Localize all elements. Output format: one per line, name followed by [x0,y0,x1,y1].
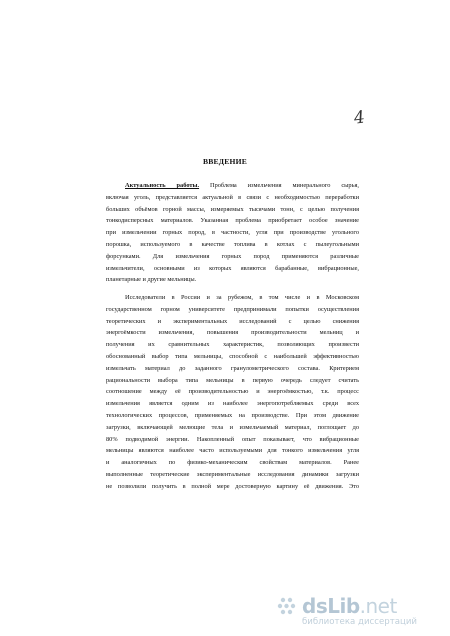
paragraph-relevance [106,180,359,286]
text-line: измельчения является одним из наиболее энергопотребляемых среди всех [106,400,359,408]
text-line: порошка, используемого в качестве топлива в котлах с пылеугольными [106,240,359,248]
text-line: государственном горном университете предпринимали попытки осуществления [106,305,359,313]
dslib-watermark [272,594,444,632]
text-line: планетарные и другие мельницы. [106,276,197,284]
text-line: получения их сравнительных характеристик, позволяющих произвести [106,341,359,349]
text-line: энергоёмкости измельчения, повышения производительности мельниц и [106,329,359,337]
text-line: теоретических и экспериментальных исследований с целью снижения [106,317,359,325]
text-line: измельчители, основными из которых являются барабанные, вибрационные, [106,264,359,272]
watermark-tagline: библиотека диссертаций [302,617,418,627]
dslib-logo-icon [274,594,300,620]
text-line: выполненные теоретические экспериментальные исследования динамики загрузки [106,470,359,478]
text-line: мельницы являются наиболее часто используемыми для тонкого измельчения угля [106,447,359,455]
text-line: при измельчении горных пород, в частности, угля при производстве угольного [106,229,359,237]
text-line: Актуальность работы. Проблема измельчения минерального сырья, [125,182,359,189]
text-line: соотношение между её производительностью и энергоёмкостью, т.к. процесс [106,388,359,396]
text-line: технологических процессов, применяемых на производстве. При этом движение [106,411,359,419]
text-line: рациональности выбора типа мельницы в первую очередь следует считать [106,376,359,384]
text-line: загрузки, включающей мелющие тела и измельчаемый материал, поглощает до [106,423,359,431]
watermark-brand: dsLib.net [302,594,397,618]
text-line: включая уголь, представляется актуальной в связи с необходимостью переработки [106,193,359,201]
page-number: 4 [352,107,367,129]
text-line: не позволили получить в полной мере достоверную картину её движения. Это [106,482,359,490]
paragraph-research [106,292,359,493]
text-line: обоснованный выбор типа мельницы, способной с наибольшей эффективностью [106,352,359,360]
text-line: больших объёмов горной массы, измеряемых тысячами тонн, с целью получения [106,205,359,213]
text-line: Исследователи в России и за рубежом, в том числе и в Московском [125,294,359,301]
text-line: тонкодисперсных материалов. Указанная проблема приобретает особое значение [106,217,359,225]
text-line: и аналогичных по физико-механическим свойствам материалов. Ранее [106,459,359,467]
text-line: 80% подводимой энергии. Накопленный опыт показывает, что вибрационные [106,435,359,443]
text-line: форсунками. Для измельчения горных пород применяются различные [106,252,359,260]
text-line: измельчать материал до заданного гранулометрического состава. Критерием [106,364,359,372]
term-relevance: Актуальность работы. [125,182,200,189]
section-heading: ВВЕДЕНИЕ [203,157,247,166]
